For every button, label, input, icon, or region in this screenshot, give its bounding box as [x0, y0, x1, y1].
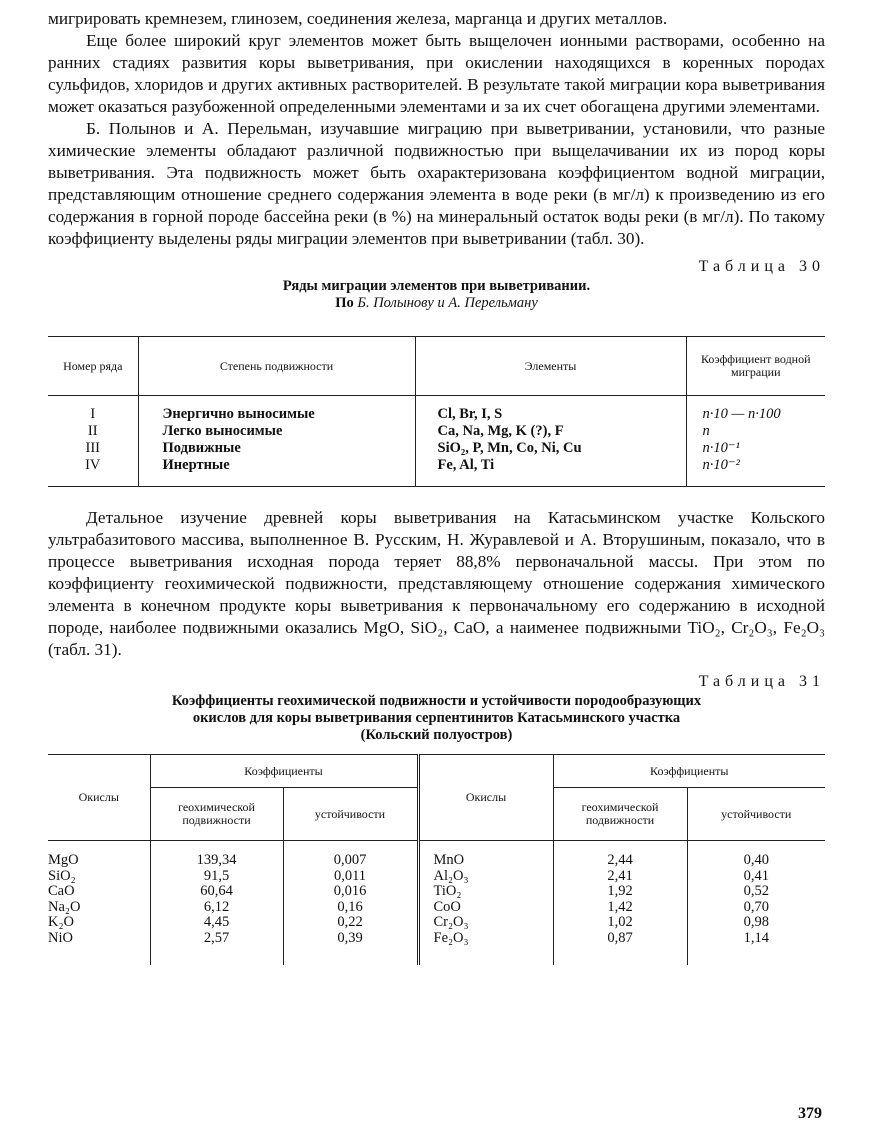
table-30-subtitle-authors: Б. Полынову и А. Перельману: [357, 295, 538, 311]
table-30-header-number: Номер ряда: [48, 337, 138, 396]
table-31-title-line-3: (Кольский полуостров): [360, 727, 513, 743]
paragraph-3: Б. Полынов и А. Перельман, изучавшие миграцию при выветривании, установили, что разные химические элементы обладают различной подвижностью при выщелачивании их из пород коры выветривания. Эта подвижность может быть охарактеризована коэффициентом водной миграции, представляющим отношение среднего содержания элемента в воде реки (в мг/л) к произведению из его содержания в горной породе бассейна реки (в %) на минеральный остаток воды реки (в мг/л). По такому коэффициенту выделены ряды миграции элементов при выветривании (табл. 30).: [48, 119, 825, 248]
table-31-header-mobility-left: геохимической подвижности: [150, 788, 283, 841]
oxide-name: CoO: [433, 898, 461, 915]
row-number: II: [87, 423, 98, 439]
table-31-title-line-1: Коэффициенты геохимической подвижности и устойчивости породообразующих: [171, 693, 702, 709]
row-number: I: [90, 406, 96, 422]
table-31-header-stability-left: устойчивости: [283, 788, 418, 841]
oxide-name: Al₂O₃: [433, 867, 469, 884]
stability-value: 0,39: [337, 929, 363, 946]
oxide-name: TiO₂: [433, 883, 462, 899]
oxide-name: CaO: [48, 883, 75, 899]
oxide-name: Cr₂O₃: [433, 914, 469, 930]
row-number: IV: [85, 457, 101, 473]
paragraph-1: мигрировать кремнезем, глинозем, соединения железа, марганца и других металлов.: [48, 9, 668, 28]
migration-coef: n·10⁻¹: [702, 440, 740, 456]
oxide-name: SiO₂: [48, 867, 76, 884]
table-31-header-oxides-left: Окислы: [48, 755, 150, 841]
stability-value: 0,52: [743, 883, 769, 899]
mobility-value: 1,02: [607, 914, 633, 930]
table-31-col-mobility-right: [553, 841, 687, 966]
element-list: Ca, Na, Mg, K (?), F: [437, 423, 564, 439]
page-number: 379: [798, 1105, 822, 1122]
table-31-header-coefs-right: Коэффициенты: [553, 755, 825, 788]
mobility-value: 0,87: [607, 929, 633, 946]
stability-value: 0,40: [743, 852, 769, 868]
paragraph-4: Детальное изучение древней коры выветривания на Катасьминском участке Кольского ультрабазитового массива, выполненное В. Русским, Н. Журавлевой и А. Вторушиным, показало, что в процессе выветривания исходная порода теряет 88,8% первоначальной массы. При этом по коэффициенту геохимической подвижности, представляющему отношение содержания химического элемента в конечном продукте коры выветривания к первоначальному его содержанию в исходной породе, наиболее подвижными оказались MgO, SiO₂, CaO, а наименее подвижными TiO₂, Cr₂O₃, Fe₂O₃ (табл. 31).: [48, 508, 825, 659]
oxide-name: NiO: [48, 929, 73, 946]
oxide-name: K₂O: [48, 914, 74, 930]
migration-coef: n: [702, 423, 710, 439]
stability-value: 0,011: [333, 867, 367, 884]
element-list: SiO₂, P, Mn, Co, Ni, Cu: [437, 440, 582, 456]
oxide-name: Na₂O: [48, 898, 81, 915]
table-30-label: Таблица 30: [698, 258, 825, 275]
table-31-col-stability-left: [283, 841, 418, 966]
stability-value: 1,14: [743, 929, 769, 946]
mobility-value: 2,44: [607, 852, 633, 868]
mobility-value: 139,34: [196, 852, 237, 868]
stability-value: 0,98: [743, 914, 769, 930]
table-30: [48, 336, 825, 487]
table-31-header-mobility-right: геохимической подвижности: [553, 788, 687, 841]
paragraph-2: Еще более широкий круг элементов может быть выщелочен ионными растворами, особенно на ранних стадиях развития коры выветривания, при окислении находящихся в коренных породах сульфидов, хлоридов и других активных растворителей. В результате такой миграции кора выветривания может оказаться разубоженной определенными элементами и за их счет обогащена другими элементами.: [48, 31, 825, 116]
stability-value: 0,22: [337, 914, 363, 930]
mobility-value: 2,41: [607, 867, 633, 884]
stability-value: 0,41: [743, 867, 769, 884]
table-30-row-coef: [686, 396, 825, 487]
mobility-value: 60,64: [200, 883, 233, 899]
stability-value: 0,016: [333, 883, 367, 899]
table-31: [48, 754, 825, 965]
table-30-subtitle-prefix: По: [335, 295, 354, 311]
migration-coef: n·10⁻²: [702, 457, 740, 473]
mobility-degree: Энергично выносимые: [162, 406, 315, 422]
table-31-col-oxide-right: [418, 841, 553, 966]
table-31-title-line-2: окислов для коры выветривания серпентинитов Катасьминского участка: [192, 710, 681, 726]
stability-value: 0,007: [333, 852, 367, 868]
oxide-name: MnO: [433, 852, 465, 868]
element-list: Cl, Br, I, S: [437, 406, 503, 422]
table-31-header-stability-right: устойчивости: [687, 788, 825, 841]
table-30-header-degree: Степень подвижности: [138, 337, 415, 396]
table-31-col-mobility-left: [150, 841, 283, 966]
table-30-header-coef: Коэффициент водной миграции: [686, 337, 825, 396]
stability-value: 0,16: [337, 898, 363, 915]
mobility-degree: Подвижные: [162, 440, 241, 456]
mobility-degree: Инертные: [162, 457, 230, 473]
element-list: Fe, Al, Ti: [437, 457, 495, 473]
mobility-value: 4,45: [203, 914, 230, 930]
oxide-name: MgO: [48, 852, 79, 868]
oxide-name: Fe₂O₃: [433, 929, 469, 946]
mobility-value: 1,92: [607, 883, 633, 899]
mobility-degree: Легко выносимые: [162, 423, 283, 439]
migration-coef: n·10 — n·100: [702, 406, 781, 422]
mobility-value: 6,12: [203, 898, 230, 915]
table-31-header-oxides-right: Окислы: [418, 755, 553, 841]
table-30-header-elements: Элементы: [415, 337, 686, 396]
book-page: [48, 8, 825, 965]
mobility-value: 91,5: [203, 867, 230, 884]
mobility-value: 1,42: [607, 898, 633, 915]
table-31-header-coefs-left: Коэффициенты: [150, 755, 418, 788]
table-31-label: Таблица 31: [698, 673, 825, 690]
table-30-title: Ряды миграции элементов при выветривании.: [282, 278, 591, 294]
table-31-col-oxide-left: [48, 841, 150, 966]
table-row: [48, 841, 825, 966]
table-row: [48, 396, 825, 487]
table-30-row-degree: [138, 396, 415, 487]
table-31-col-stability-right: [687, 841, 825, 966]
row-number: III: [85, 440, 100, 456]
table-30-row-number: [48, 396, 138, 487]
mobility-value: 2,57: [203, 929, 230, 946]
table-30-subtitle: [48, 295, 825, 312]
table-30-row-elements: [415, 396, 686, 487]
stability-value: 0,70: [743, 898, 769, 915]
